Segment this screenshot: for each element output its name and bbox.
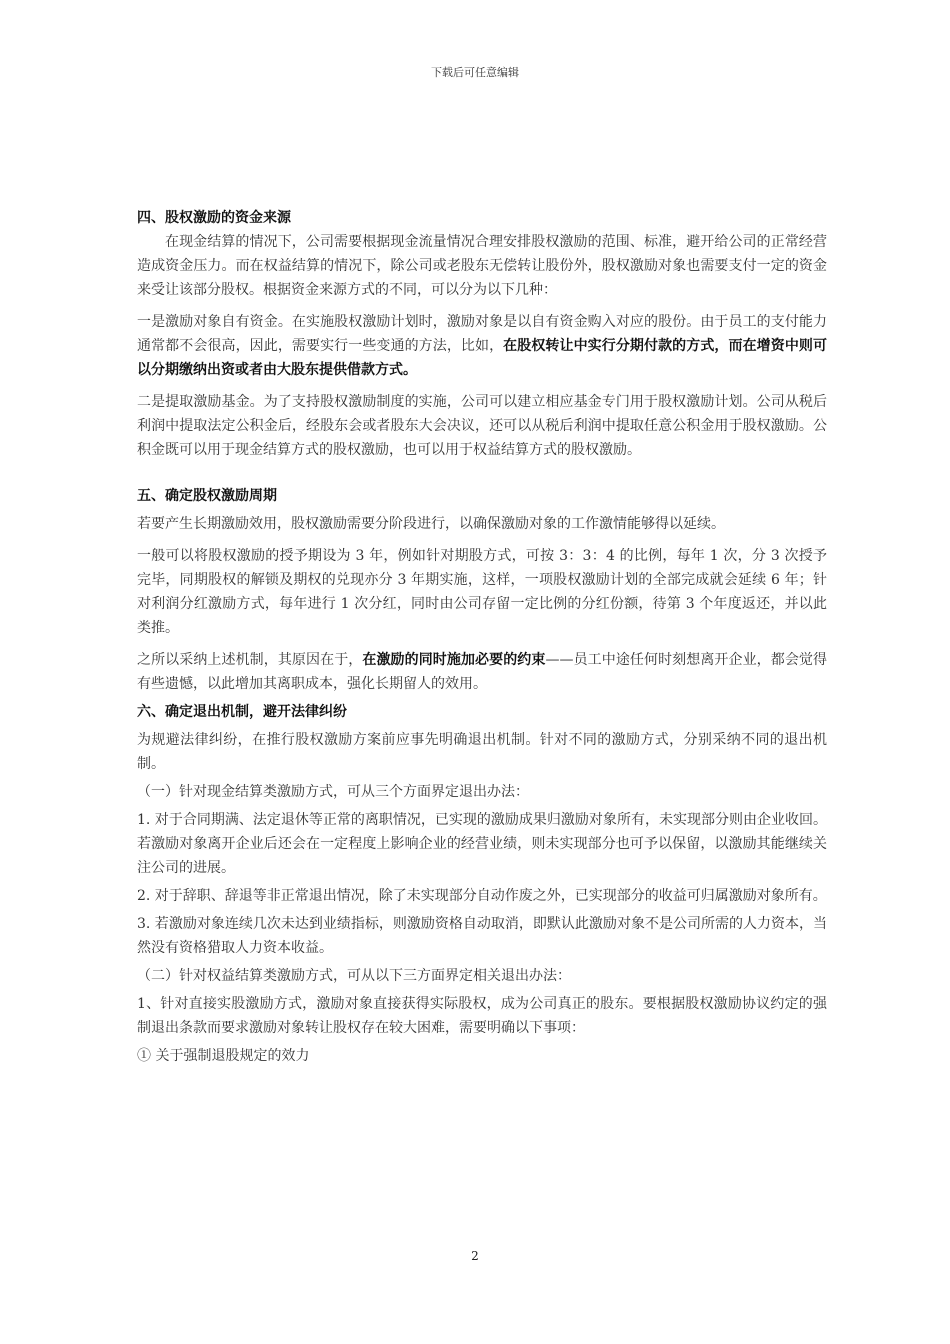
paragraph xyxy=(137,310,827,382)
paragraph-text: 一是激励对象自有资金。在实施股权激励计划时，激励对象是以自有资金购入对应的股份。由于员工的支付能力通常都不会很高，因此，需要实行一些变通的方法，比如， xyxy=(137,314,827,354)
page-header: 下载后可任意编辑 xyxy=(431,66,519,79)
bold-text: 在激励的同时施加必要的约束 xyxy=(362,652,546,668)
paragraph: ① 关于强制退股规定的效力 xyxy=(137,1048,310,1064)
paragraph: （二）针对权益结算类激励方式，可从以下三方面界定相关退出办法： xyxy=(137,968,571,984)
section-heading-5: 五、确定股权激励周期 xyxy=(137,488,277,504)
paragraph: 一般可以将股权激励的授予期设为 3 年，例如针对期股方式，可按 3：3：4 的比例，每年 1 次，分 3 次授予完毕，同期股权的解锁及期权的兑现亦分 3 年期实施，这样，一项股权激励计划的全部完成就会延续 6 年；针对利润分红激励方式，每年进行 1 次分红，同时由公司存留一定比例的分红份额，待第 3 个年度返还，并以此类推。 xyxy=(137,548,827,636)
section-heading-4: 四、股权激励的资金来源 xyxy=(137,210,291,226)
paragraph: 若要产生长期激励效用，股权激励需要分阶段进行，以确保激励对象的工作激情能够得以延续。 xyxy=(137,516,725,532)
section-heading-6: 六、确定退出机制，避开法律纠纷 xyxy=(137,704,347,720)
paragraph: 在现金结算的情况下，公司需要根据现金流量情况合理安排股权激励的范围、标准，避开给公司的正常经营造成资金压力。而在权益结算的情况下，除公司或老股东无偿转让股份外，股权激励对象也需要支付一定的资金来受让该部分股权。根据资金来源方式的不同，可以分为以下几种： xyxy=(137,234,827,298)
paragraph: （一）针对现金结算类激励方式，可从三个方面界定退出办法： xyxy=(137,784,529,800)
bold-text: 在股权转让中实行分期付款的方式，而在增资中则可以分期缴纳出资或者由大股东提供借款方式。 xyxy=(137,338,828,378)
paragraph: 3. 若激励对象连续几次未达到业绩指标，则激励资格自动取消，即默认此激励对象不是公司所需的人力资本，当然没有资格猎取人力资本收益。 xyxy=(137,916,827,956)
paragraph: 1. 对于合同期满、法定退休等正常的离职情况，已实现的激励成果归激励对象所有，未实现部分则由企业收回。若激励对象离开企业后还会在一定程度上影响企业的经营业绩，则未实现部分也可予以保留，以激励其能继续关注公司的进展。 xyxy=(137,812,827,876)
paragraph-text: 之所以采纳上述机制，其原因在于， xyxy=(137,652,363,668)
page-number: 2 xyxy=(471,1249,479,1263)
paragraph: 二是提取激励基金。为了支持股权激励制度的实施，公司可以建立相应基金专门用于股权激励计划。公司从税后利润中提取法定公积金后，经股东会或者股东大会决议，还可以从税后利润中提取任意公积金用于股权激励。公积金既可以用于现金结算方式的股权激励，也可以用于权益结算方式的股权激励。 xyxy=(137,394,827,458)
paragraph-text: ——员工中途任何时刻想离开企业，都会觉得有些遗憾，以此增加其离职成本，强化长期留人的效用。 xyxy=(137,652,828,692)
paragraph xyxy=(137,648,827,696)
paragraph: 为规避法律纠纷，在推行股权激励方案前应事先明确退出机制。针对不同的激励方式，分别采纳不同的退出机制。 xyxy=(137,732,827,772)
paragraph: 2. 对于辞职、辞退等非正常退出情况，除了未实现部分自动作废之外，已实现部分的收益可归属激励对象所有。 xyxy=(137,888,827,904)
document-body xyxy=(137,206,827,1068)
paragraph: 1、针对直接实股激励方式，激励对象直接获得实际股权，成为公司真正的股东。要根据股权激励协议约定的强制退出条款而要求激励对象转让股权存在较大困难，需要明确以下事项： xyxy=(137,996,827,1036)
